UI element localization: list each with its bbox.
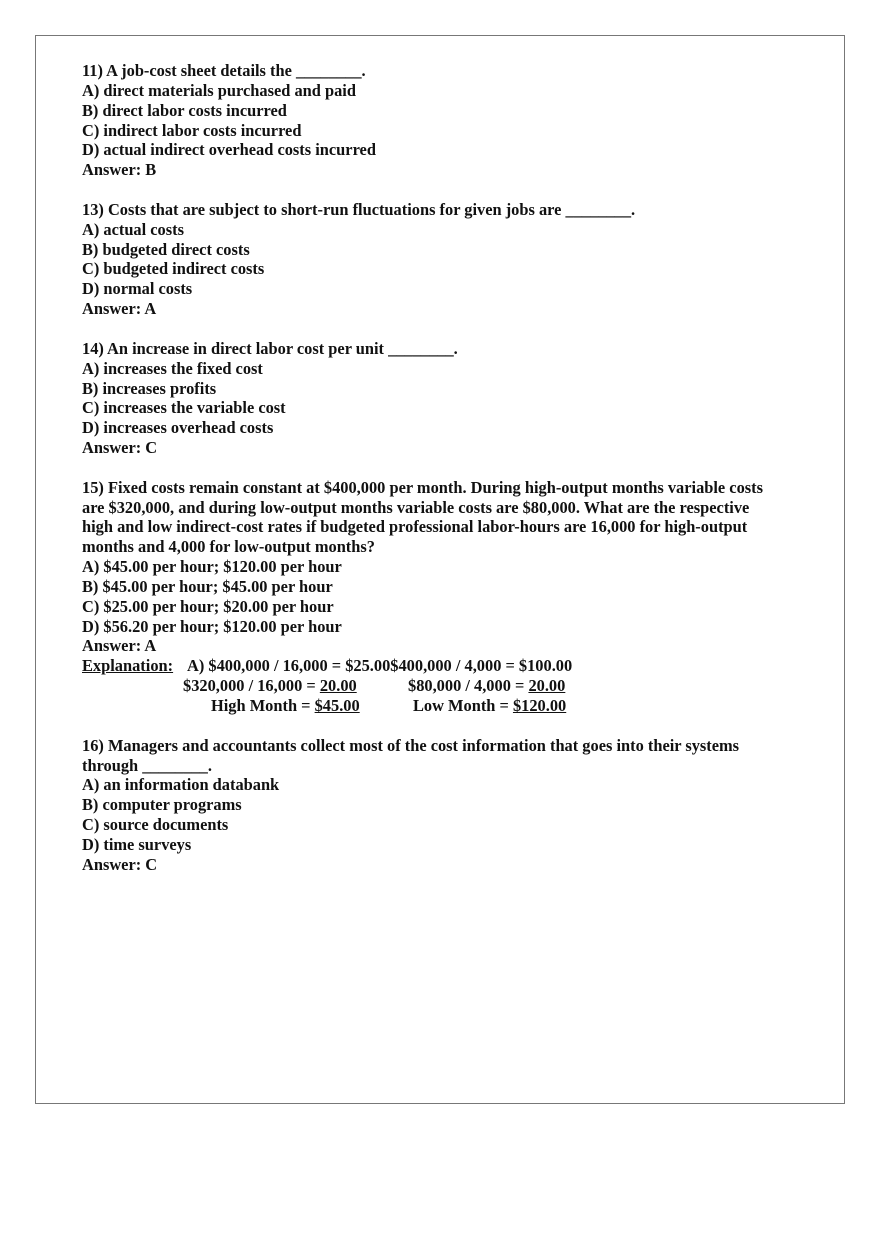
calc-value: 20.00 bbox=[319, 676, 357, 696]
answer-option: B) budgeted direct costs bbox=[82, 239, 250, 259]
answer-option: A) direct materials purchased and paid bbox=[82, 80, 356, 100]
answer-key: Answer: A bbox=[82, 299, 157, 319]
explanation-row-2-right bbox=[408, 676, 565, 696]
explanation-row-1 bbox=[82, 656, 782, 676]
explanation-row-3 bbox=[82, 696, 782, 716]
answer-key: Answer: A bbox=[82, 636, 157, 656]
question-stem: 15) Fixed costs remain constant at $400,000 per month. During high-output months variable costs are $320,000, and during low-output months variable costs are $80,000. What are the respective high and low indirect-cost rates if budgeted professional labor-hours are 16,000 for high-output months and 4,000 for low-output months? bbox=[82, 477, 763, 557]
answer-option: C) increases the variable cost bbox=[82, 398, 286, 418]
answer-option: A) an information databank bbox=[82, 775, 280, 795]
total-label: High Month = bbox=[211, 696, 315, 715]
answer-option: B) computer programs bbox=[82, 795, 242, 815]
answer-option: A) $45.00 per hour; $120.00 per hour bbox=[82, 557, 342, 577]
answer-option: A) actual costs bbox=[82, 219, 184, 239]
question-block bbox=[82, 478, 782, 716]
explanation-row-1-text: A) $400,000 / 16,000 = $25.00$400,000 / 4,000 = $100.00 bbox=[187, 656, 573, 676]
total-value: $120.00 bbox=[512, 696, 567, 715]
explanation-row-3-left bbox=[211, 696, 413, 716]
calc-text: $320,000 / 16,000 = bbox=[183, 676, 320, 696]
answer-option: B) increases profits bbox=[82, 378, 217, 398]
answer-option: C) budgeted indirect costs bbox=[82, 259, 265, 279]
total-label: Low Month = bbox=[413, 696, 513, 715]
question-stem: 14) An increase in direct labor cost per unit ________. bbox=[82, 338, 458, 358]
answer-option: C) indirect labor costs incurred bbox=[82, 120, 302, 140]
question-block bbox=[82, 200, 782, 319]
answer-key: Answer: B bbox=[82, 160, 157, 180]
answer-option: D) increases overhead costs bbox=[82, 418, 274, 438]
answer-option: D) normal costs bbox=[82, 279, 193, 299]
answer-option: A) increases the fixed cost bbox=[82, 358, 263, 378]
answer-option: B) $45.00 per hour; $45.00 per hour bbox=[82, 576, 333, 596]
explanation bbox=[82, 656, 782, 716]
total-value: $45.00 bbox=[314, 696, 360, 715]
answer-option: D) $56.20 per hour; $120.00 per hour bbox=[82, 616, 342, 636]
question-block bbox=[82, 61, 782, 180]
explanation-label: Explanation: bbox=[82, 656, 174, 676]
answer-key: Answer: C bbox=[82, 854, 158, 874]
question-stem: 13) Costs that are subject to short-run fluctuations for given jobs are ________. bbox=[82, 199, 636, 219]
calc-text: $80,000 / 4,000 = bbox=[408, 676, 529, 696]
answer-key: Answer: C bbox=[82, 438, 158, 458]
answer-option: D) time surveys bbox=[82, 834, 192, 854]
answer-option: B) direct labor costs incurred bbox=[82, 100, 287, 120]
question-stem: 16) Managers and accountants collect most of the cost information that goes into their systems through ________. bbox=[82, 735, 740, 775]
document-content bbox=[82, 61, 782, 894]
explanation-row-3-right bbox=[413, 696, 566, 716]
answer-option: C) source documents bbox=[82, 815, 229, 835]
answer-option: D) actual indirect overhead costs incurred bbox=[82, 140, 376, 160]
explanation-row-2-left bbox=[183, 676, 408, 696]
explanation-row-2 bbox=[82, 676, 782, 696]
question-block bbox=[82, 736, 782, 875]
answer-option: C) $25.00 per hour; $20.00 per hour bbox=[82, 596, 334, 616]
question-stem: 11) A job-cost sheet details the ________. bbox=[82, 61, 366, 80]
question-block bbox=[82, 339, 782, 458]
calc-value: 20.00 bbox=[528, 676, 566, 696]
